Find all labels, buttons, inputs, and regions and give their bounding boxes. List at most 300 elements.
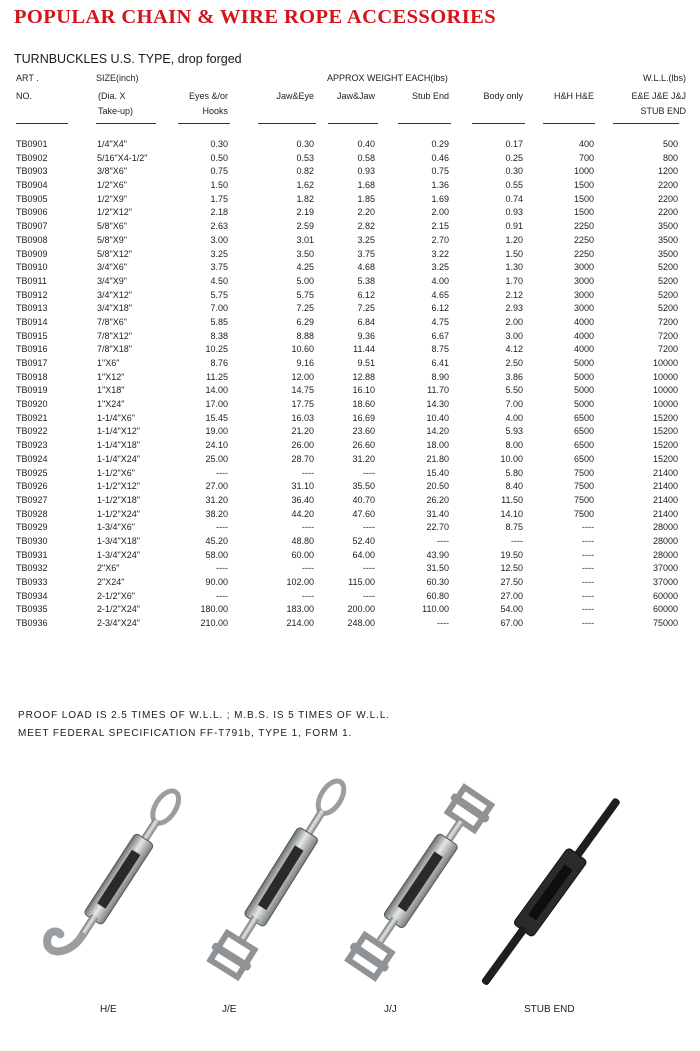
cell-jaw-jaw-weight: 2.20 (357, 207, 375, 218)
cell-jaw-eye-weight: ---- (302, 522, 314, 533)
cell-jaw-jaw-weight: 2.82 (357, 221, 375, 232)
cell-wll-hh-he: 7500 (573, 508, 594, 519)
cell-art-no: TB0901 (16, 139, 48, 149)
table-row (0, 521, 700, 535)
cell-stub-end-weight: 60.80 (426, 590, 449, 601)
cell-body-only-weight: 27.50 (500, 577, 523, 587)
cell-wll-ee-je-jj-stub: 10000 (652, 358, 678, 368)
cell-wll-ee-je-jj-stub: 5200 (657, 289, 678, 300)
cell-art-no: TB0907 (16, 221, 48, 232)
label-he: H/E (100, 1004, 117, 1015)
cell-wll-hh-he: 4000 (573, 330, 594, 341)
cell-wll-hh-he: 6500 (573, 453, 594, 464)
table-row (0, 220, 700, 234)
cell-stub-end-weight: 2.00 (431, 207, 449, 218)
cell-art-no: TB0932 (16, 563, 48, 574)
cell-wll-hh-he: 7500 (573, 467, 594, 478)
cell-art-no: TB0906 (16, 207, 48, 218)
cell-jaw-eye-weight: 14.75 (291, 385, 314, 396)
cell-stub-end-weight: 43.90 (426, 549, 449, 560)
cell-art-no: TB0928 (16, 508, 48, 519)
cell-wll-ee-je-jj-stub: 5200 (657, 303, 678, 314)
cell-body-only-weight: 54.00 (500, 604, 523, 615)
cell-jaw-eye-weight: 2.59 (296, 221, 314, 232)
cell-stub-end-weight: 15.40 (426, 467, 449, 478)
cell-body-only-weight: 4.12 (505, 344, 523, 355)
cell-wll-ee-je-jj-stub: 60000 (652, 604, 678, 615)
cell-size: 1"X18" (97, 385, 125, 396)
cell-wll-ee-je-jj-stub: 28000 (652, 535, 678, 546)
cell-size: 2-1/2"X6" (97, 590, 135, 601)
cell-wll-hh-he: ---- (582, 590, 594, 601)
cell-wll-ee-je-jj-stub: 10000 (652, 385, 678, 396)
table-subtitle: TURNBUCKLES U.S. TYPE, drop forged (14, 52, 242, 66)
cell-size: 1-1/4"X24" (97, 453, 140, 464)
cell-body-only-weight: 0.17 (505, 139, 523, 149)
table-row (0, 179, 700, 193)
cell-jaw-eye-weight: 21.20 (291, 426, 314, 437)
cell-art-no: TB0915 (16, 330, 48, 341)
cell-eyes-hooks-weight: 58.00 (205, 549, 228, 560)
cell-eyes-hooks-weight: 24.10 (205, 440, 228, 451)
cell-jaw-eye-weight: 10.60 (291, 344, 314, 355)
cell-wll-ee-je-jj-stub: 21400 (652, 508, 678, 519)
header-underline (328, 123, 378, 124)
cell-eyes-hooks-weight: 90.00 (205, 577, 228, 587)
table-row (0, 412, 700, 426)
table-row (0, 289, 700, 303)
cell-wll-hh-he: ---- (582, 522, 594, 533)
cell-stub-end-weight: ---- (437, 535, 449, 546)
header-wll-stub: STUB END (640, 106, 686, 116)
cell-wll-ee-je-jj-stub: 10000 (652, 399, 678, 410)
cell-art-no: TB0910 (16, 262, 48, 273)
cell-jaw-jaw-weight: 7.25 (357, 303, 375, 314)
cell-jaw-eye-weight: 5.75 (296, 289, 314, 300)
cell-jaw-jaw-weight: ---- (363, 590, 375, 601)
cell-jaw-eye-weight: 3.50 (296, 248, 314, 259)
cell-stub-end-weight: 8.90 (431, 371, 449, 382)
cell-stub-end-weight: 0.75 (431, 166, 449, 177)
cell-wll-ee-je-jj-stub: 15200 (652, 440, 678, 451)
cell-stub-end-weight: 2.70 (431, 234, 449, 245)
cell-eyes-hooks-weight: 11.25 (206, 371, 228, 382)
cell-jaw-jaw-weight: 248.00 (347, 618, 375, 629)
cell-wll-ee-je-jj-stub: 21400 (652, 494, 678, 505)
cell-size: 1-1/2"X12" (97, 481, 140, 492)
cell-eyes-hooks-weight: 45.20 (205, 535, 228, 546)
cell-jaw-eye-weight: 0.30 (296, 139, 314, 149)
table-row (0, 330, 700, 344)
cell-body-only-weight: 8.00 (505, 440, 523, 451)
cell-stub-end-weight: 11.70 (427, 385, 449, 396)
header-stub-end: Stub End (411, 91, 449, 101)
cell-wll-ee-je-jj-stub: 37000 (652, 577, 678, 587)
table-row (0, 165, 700, 179)
cell-wll-hh-he: 2250 (573, 248, 594, 259)
cell-wll-hh-he: ---- (582, 618, 594, 629)
cell-eyes-hooks-weight: 3.25 (210, 248, 228, 259)
cell-body-only-weight: 2.12 (505, 289, 523, 300)
cell-jaw-jaw-weight: 3.25 (357, 234, 375, 245)
cell-jaw-jaw-weight: 5.38 (357, 275, 375, 286)
cell-wll-ee-je-jj-stub: 37000 (652, 563, 678, 574)
cell-eyes-hooks-weight: 7.00 (210, 303, 228, 314)
turnbuckle-hook-eye-photo (40, 770, 190, 1000)
cell-wll-ee-je-jj-stub: 3500 (657, 248, 678, 259)
cell-art-no: TB0921 (16, 412, 48, 423)
cell-jaw-eye-weight: 5.00 (296, 275, 314, 286)
header-size: SIZE(inch) (96, 73, 139, 83)
cell-eyes-hooks-weight: 210.00 (200, 618, 228, 629)
cell-art-no: TB0916 (16, 344, 48, 355)
cell-art-no: TB0930 (16, 535, 48, 546)
cell-art-no: TB0931 (16, 549, 48, 560)
cell-wll-hh-he: 5000 (573, 385, 594, 396)
cell-eyes-hooks-weight: 5.85 (210, 316, 228, 327)
cell-body-only-weight: 0.91 (505, 221, 523, 232)
cell-size: 2-1/2"X24" (97, 604, 140, 615)
cell-wll-hh-he: 4000 (573, 344, 594, 355)
cell-art-no: TB0903 (16, 166, 48, 177)
cell-eyes-hooks-weight: 38.20 (205, 508, 228, 519)
cell-stub-end-weight: 31.40 (426, 508, 449, 519)
table-row (0, 316, 700, 330)
cell-stub-end-weight: 4.00 (431, 275, 449, 286)
cell-size: 2-3/4"X24" (97, 618, 140, 629)
cell-art-no: TB0922 (16, 426, 48, 437)
cell-wll-hh-he: 400 (578, 139, 594, 149)
cell-wll-hh-he: 6500 (573, 412, 594, 423)
cell-size: 5/8"X12" (97, 248, 132, 259)
cell-body-only-weight: 1.30 (505, 262, 523, 273)
cell-stub-end-weight: 3.25 (431, 262, 449, 273)
cell-wll-ee-je-jj-stub: 7200 (657, 316, 678, 327)
cell-jaw-jaw-weight: 0.58 (357, 152, 375, 163)
header-size-takeup: Take-up) (98, 106, 134, 116)
cell-jaw-eye-weight: 1.82 (296, 193, 314, 204)
cell-wll-hh-he: ---- (582, 604, 594, 615)
cell-jaw-jaw-weight: 3.75 (357, 248, 375, 259)
header-underline (613, 123, 679, 124)
cell-size: 7/8"X18" (97, 344, 132, 355)
cell-wll-hh-he: ---- (582, 535, 594, 546)
cell-wll-hh-he: 7500 (573, 481, 594, 492)
cell-size: 1"X12" (97, 371, 125, 382)
cell-stub-end-weight: 14.20 (426, 426, 449, 437)
cell-size: 1/2"X9" (97, 193, 127, 204)
cell-jaw-jaw-weight: 6.84 (357, 316, 375, 327)
cell-wll-ee-je-jj-stub: 500 (662, 139, 678, 149)
cell-size: 1"X24" (97, 399, 125, 410)
cell-jaw-jaw-weight: 4.68 (357, 262, 375, 273)
cell-wll-ee-je-jj-stub: 28000 (652, 522, 678, 533)
cell-jaw-jaw-weight: 35.50 (352, 481, 375, 492)
cell-jaw-jaw-weight: 31.20 (352, 453, 375, 464)
table-row (0, 398, 700, 412)
cell-art-no: TB0914 (16, 316, 48, 327)
table-row (0, 576, 700, 590)
turnbuckle-stub-end-photo (452, 778, 652, 1003)
cell-jaw-jaw-weight: 200.00 (347, 604, 375, 615)
cell-wll-hh-he: 3000 (573, 275, 594, 286)
cell-size: 1/4"X4" (97, 139, 127, 149)
header-wll-types: E&E J&E J&J (631, 91, 686, 101)
cell-body-only-weight: 19.50 (500, 549, 523, 560)
cell-size: 1-1/2"X24" (97, 508, 140, 519)
cell-size: 1-3/4"X18" (97, 535, 140, 546)
cell-eyes-hooks-weight: 15.45 (205, 412, 228, 423)
cell-wll-hh-he: 5000 (573, 371, 594, 382)
cell-eyes-hooks-weight: 0.50 (210, 152, 228, 163)
cell-jaw-eye-weight: 36.40 (291, 494, 314, 505)
cell-wll-ee-je-jj-stub: 10000 (652, 371, 678, 382)
cell-size: 1"X6" (97, 358, 120, 368)
cell-stub-end-weight: 110.00 (422, 604, 449, 615)
cell-wll-ee-je-jj-stub: 28000 (652, 549, 678, 560)
table-row (0, 343, 700, 357)
cell-wll-hh-he: 700 (578, 152, 594, 163)
cell-art-no: TB0929 (16, 522, 48, 533)
table-row (0, 425, 700, 439)
table-row (0, 439, 700, 453)
table-row (0, 234, 700, 248)
cell-body-only-weight: 8.40 (505, 481, 523, 492)
cell-wll-ee-je-jj-stub: 5200 (657, 262, 678, 273)
label-jj: J/J (384, 1004, 397, 1015)
cell-wll-hh-he: 7500 (573, 494, 594, 505)
table-row (0, 206, 700, 220)
cell-art-no: TB0925 (16, 467, 48, 478)
cell-stub-end-weight: 18.00 (426, 440, 449, 451)
cell-eyes-hooks-weight: 31.20 (205, 494, 228, 505)
cell-jaw-jaw-weight: 115.00 (348, 577, 375, 587)
table-row (0, 590, 700, 604)
cell-art-no: TB0911 (16, 275, 47, 286)
cell-wll-hh-he: 1500 (573, 207, 594, 218)
cell-jaw-jaw-weight: 16.69 (352, 412, 375, 423)
cell-jaw-eye-weight: 16.03 (291, 412, 314, 423)
header-eyes: Eyes &/or (188, 91, 228, 101)
cell-jaw-eye-weight: 7.25 (296, 303, 314, 314)
cell-eyes-hooks-weight: 2.18 (210, 207, 228, 218)
cell-stub-end-weight: 20.50 (426, 481, 449, 492)
cell-stub-end-weight: 6.41 (431, 358, 449, 368)
cell-jaw-jaw-weight: 1.68 (357, 180, 375, 191)
cell-stub-end-weight: 22.70 (426, 522, 449, 533)
cell-art-no: TB0912 (16, 289, 48, 300)
cell-jaw-jaw-weight: ---- (363, 467, 375, 478)
table-row (0, 562, 700, 576)
table-row (0, 371, 700, 385)
cell-body-only-weight: 10.00 (500, 453, 523, 464)
cell-size: 1/2"X12" (97, 207, 132, 218)
cell-eyes-hooks-weight: 3.75 (210, 262, 228, 273)
cell-body-only-weight: 3.00 (505, 330, 523, 341)
cell-stub-end-weight: 3.22 (431, 248, 449, 259)
cell-jaw-jaw-weight: 40.70 (352, 494, 375, 505)
cell-eyes-hooks-weight: 0.75 (210, 166, 228, 177)
table-row (0, 508, 700, 522)
cell-body-only-weight: 5.93 (505, 426, 523, 437)
cell-jaw-jaw-weight: 52.40 (352, 535, 375, 546)
cell-body-only-weight: 2.93 (505, 303, 523, 314)
table-row (0, 480, 700, 494)
cell-art-no: TB0927 (16, 494, 48, 505)
table-row (0, 467, 700, 481)
table-row (0, 193, 700, 207)
cell-stub-end-weight: 0.29 (431, 139, 449, 149)
cell-eyes-hooks-weight: 0.30 (210, 139, 228, 149)
cell-art-no: TB0936 (16, 618, 48, 629)
cell-eyes-hooks-weight: 1.75 (210, 193, 228, 204)
cell-stub-end-weight: 8.75 (431, 344, 449, 355)
cell-stub-end-weight: 10.40 (426, 412, 449, 423)
cell-jaw-eye-weight: 28.70 (291, 453, 314, 464)
cell-body-only-weight: 1.50 (505, 248, 523, 259)
cell-wll-hh-he: 3000 (573, 289, 594, 300)
cell-eyes-hooks-weight: 1.50 (210, 180, 228, 191)
table-row (0, 384, 700, 398)
cell-eyes-hooks-weight: 8.76 (210, 358, 228, 368)
cell-size: 1-1/4"X6" (97, 412, 135, 423)
cell-jaw-eye-weight: ---- (302, 467, 314, 478)
cell-body-only-weight: 0.25 (505, 152, 523, 163)
cell-jaw-jaw-weight: 64.00 (352, 549, 375, 560)
table-row (0, 549, 700, 563)
cell-eyes-hooks-weight: ---- (216, 563, 228, 574)
cell-stub-end-weight: 6.12 (431, 303, 449, 314)
cell-art-no: TB0917 (16, 358, 48, 368)
cell-art-no: TB0920 (16, 399, 48, 410)
cell-jaw-eye-weight: 183.00 (286, 604, 314, 615)
cell-art-no: TB0909 (16, 248, 48, 259)
cell-wll-ee-je-jj-stub: 2200 (657, 207, 678, 218)
cell-eyes-hooks-weight: 5.75 (210, 289, 228, 300)
cell-art-no: TB0905 (16, 193, 48, 204)
cell-stub-end-weight: 60.30 (426, 577, 449, 587)
cell-art-no: TB0919 (16, 385, 48, 396)
header-underline (16, 123, 68, 124)
header-size-dia: (Dia. X (98, 91, 126, 101)
cell-wll-hh-he: 1500 (573, 180, 594, 191)
cell-art-no: TB0913 (16, 303, 48, 314)
cell-size: 5/8"X6" (97, 221, 127, 232)
table-row (0, 302, 700, 316)
cell-wll-ee-je-jj-stub: 15200 (652, 453, 678, 464)
header-art-no: NO. (16, 91, 33, 101)
cell-art-no: TB0934 (16, 590, 48, 601)
table-row (0, 603, 700, 617)
cell-jaw-jaw-weight: 11.44 (353, 344, 375, 355)
cell-body-only-weight: 0.93 (505, 207, 523, 218)
cell-size: 1-1/2"X18" (97, 494, 140, 505)
table-row (0, 535, 700, 549)
cell-jaw-eye-weight: 102.00 (286, 577, 314, 587)
cell-body-only-weight: 3.86 (505, 371, 523, 382)
cell-body-only-weight: 27.00 (500, 590, 523, 601)
turnbuckle-table (0, 138, 700, 631)
cell-wll-ee-je-jj-stub: 1200 (657, 166, 678, 177)
table-row (0, 275, 700, 289)
cell-jaw-eye-weight: 60.00 (291, 549, 314, 560)
cell-jaw-eye-weight: 6.29 (296, 316, 314, 327)
cell-wll-hh-he: 1500 (573, 193, 594, 204)
cell-wll-ee-je-jj-stub: 2200 (657, 180, 678, 191)
cell-wll-ee-je-jj-stub: 3500 (657, 221, 678, 232)
cell-size: 1-3/4"X24" (97, 549, 140, 560)
cell-size: 7/8"X6" (97, 316, 127, 327)
header-underline (178, 123, 230, 124)
cell-eyes-hooks-weight: 25.00 (205, 453, 228, 464)
cell-art-no: TB0918 (16, 371, 48, 382)
cell-wll-hh-he: ---- (582, 577, 594, 587)
cell-wll-hh-he: 5000 (573, 399, 594, 410)
cell-wll-hh-he: ---- (582, 549, 594, 560)
cell-wll-hh-he: 1000 (573, 166, 594, 177)
header-hooks: Hooks (202, 106, 228, 116)
cell-jaw-eye-weight: 0.53 (296, 152, 314, 163)
cell-body-only-weight: 0.74 (505, 193, 523, 204)
cell-body-only-weight: 0.55 (505, 180, 523, 191)
cell-size: 2"X24" (97, 577, 125, 587)
cell-wll-ee-je-jj-stub: 75000 (652, 618, 678, 629)
header-underline (398, 123, 451, 124)
cell-size: 2"X6" (97, 563, 120, 574)
cell-jaw-jaw-weight: 26.60 (352, 440, 375, 451)
cell-eyes-hooks-weight: ---- (216, 467, 228, 478)
cell-body-only-weight: 67.00 (500, 618, 523, 629)
cell-art-no: TB0926 (16, 481, 48, 492)
cell-stub-end-weight: 0.46 (431, 152, 449, 163)
cell-wll-hh-he: ---- (582, 563, 594, 574)
cell-jaw-eye-weight: 26.00 (291, 440, 314, 451)
cell-eyes-hooks-weight: 180.00 (200, 604, 228, 615)
cell-stub-end-weight: 4.65 (431, 289, 449, 300)
header-jaw-eye: Jaw&Eye (276, 91, 314, 101)
cell-stub-end-weight: ---- (437, 618, 449, 629)
cell-size: 1-1/2"X6" (97, 467, 135, 478)
cell-stub-end-weight: 1.69 (431, 193, 449, 204)
cell-jaw-jaw-weight: 23.60 (352, 426, 375, 437)
cell-stub-end-weight: 21.80 (426, 453, 449, 464)
cell-body-only-weight: 4.00 (505, 412, 523, 423)
cell-jaw-eye-weight: 3.01 (296, 234, 314, 245)
cell-jaw-eye-weight: ---- (302, 563, 314, 574)
cell-jaw-eye-weight: 214.00 (286, 618, 314, 629)
cell-eyes-hooks-weight: 2.63 (210, 221, 228, 232)
table-row (0, 152, 700, 166)
cell-size: 3/4"X9" (97, 275, 127, 286)
cell-eyes-hooks-weight: 27.00 (205, 481, 228, 492)
header-underline (258, 123, 316, 124)
cell-wll-ee-je-jj-stub: 15200 (652, 426, 678, 437)
cell-art-no: TB0904 (16, 180, 48, 191)
cell-eyes-hooks-weight: 14.00 (205, 385, 228, 396)
cell-jaw-eye-weight: 44.20 (291, 508, 314, 519)
cell-wll-hh-he: 2250 (573, 221, 594, 232)
table-row (0, 248, 700, 262)
cell-stub-end-weight: 26.20 (426, 494, 449, 505)
table-row (0, 261, 700, 275)
cell-eyes-hooks-weight: ---- (216, 590, 228, 601)
header-underline (472, 123, 525, 124)
cell-jaw-eye-weight: 0.82 (296, 166, 314, 177)
cell-jaw-eye-weight: 17.75 (291, 399, 314, 410)
cell-wll-ee-je-jj-stub: 21400 (652, 467, 678, 478)
cell-jaw-jaw-weight: ---- (363, 563, 375, 574)
cell-jaw-jaw-weight: 18.60 (352, 399, 375, 410)
